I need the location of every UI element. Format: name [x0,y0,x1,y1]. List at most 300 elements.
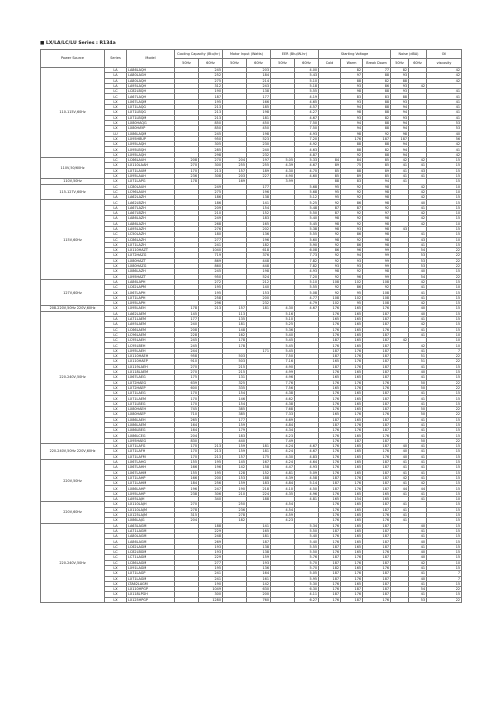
table-cell: LC [105,560,127,565]
table-cell: 5.09 [295,470,319,475]
table-cell: 4.00 [295,68,319,73]
table-cell: 176 [341,380,363,385]
table-cell: 6.08 [295,248,319,253]
table-cell: 5.05 [295,571,319,576]
table-cell: 157 [223,306,247,311]
table-cell: 4.70 [295,168,319,173]
table-cell: 22 [427,274,462,279]
table-cell: 5.50 [295,528,319,533]
table-cell: 187 [363,354,391,359]
table-cell: 165 [341,407,363,412]
table-cell: LC [105,237,127,242]
table-cell: 1049 [199,587,223,592]
table-cell: 195 [199,290,223,295]
table-cell: 165 [341,544,363,549]
table-cell: 41 [409,497,427,502]
table-cell: 186 [199,195,223,200]
table-cell: 157 [223,454,247,459]
table-cell: 41 [409,428,427,433]
table-cell: 176 [341,555,363,560]
table-cell: 82 [363,115,391,120]
table-cell: 5.50 [295,211,319,216]
table-cell: 187 [363,481,391,486]
table-cell: LC [105,338,127,343]
table-cell: 15 [427,179,462,184]
table-cell: 22 [427,354,462,359]
table-cell: 165 [341,316,363,321]
table-cell: 145 [223,459,247,464]
table-cell: 15 [427,465,462,470]
table-cell: 176 [341,422,363,427]
table-cell: 4.59 [271,512,295,517]
table-cell: 88 [363,105,391,110]
model-cell: LA80LAGH [127,73,175,78]
table-cell: 850 [199,120,223,125]
table-cell: 165 [341,512,363,517]
table-cell: 315 [175,512,199,517]
table-cell: 41 [391,179,409,184]
table-cell [391,597,409,602]
table-cell: LX [105,290,127,295]
model-cell: LA86LAZH [127,221,175,226]
table-cell: 4.27 [295,110,319,115]
table-cell: 141 [247,523,271,528]
table-cell: 5.10 [271,316,295,321]
model-cell: LA67LBZH [127,211,175,216]
table-cell: 4.39 [271,475,295,480]
table-cell: 241 [199,242,223,247]
table-cell: 5.40 [271,332,295,337]
table-cell: LX [105,422,127,427]
table-cell: 203 [247,68,271,73]
table-cell: LX [105,571,127,576]
table-cell: 176 [319,380,341,385]
table-cell: LX [105,518,127,523]
table-cell: LC [105,327,127,332]
table-cell: 277 [199,237,223,242]
table-cell: 270 [175,163,199,168]
table-cell: 198 [247,131,271,136]
table-cell: 165 [341,454,363,459]
table-cell: 176 [363,433,391,438]
model-cell: LX71LAFM [127,454,175,459]
table-cell: 141 [247,200,271,205]
table-cell: 187 [363,523,391,528]
table-cell: 7.16 [271,359,295,364]
table-cell: LA [105,322,127,327]
table-cell: 42 [409,83,427,88]
table-cell: LA [105,465,127,470]
model-cell: LX95HAZT [127,274,175,279]
table-cell: 165 [341,581,363,586]
table-cell: 176 [319,322,341,327]
table-cell: 40 [409,200,427,205]
table-cell: 10 [427,237,462,242]
table-cell: 176 [319,523,341,528]
table-cell: 278 [223,512,247,517]
table-cell [223,597,247,602]
table-cell: 232 [247,152,271,157]
header-warm: Warm [341,59,363,68]
table-cell: 98 [319,237,341,242]
table-cell: 166 [175,475,199,480]
table-cell: 92 [319,200,341,205]
table-cell: 170 [175,449,199,454]
spec-table [40,49,462,603]
table-cell: 98 [363,216,391,221]
table-cell: 7.73 [295,253,319,258]
table-cell: 15 [427,444,462,449]
power-source-cell: 115-127V,60Hz [41,184,105,200]
model-cell: LA62LBZH [127,200,175,205]
table-cell: 92 [341,269,363,274]
table-cell: 50 [409,385,427,390]
table-cell: 165 [341,311,363,316]
table-cell: 82 [341,68,363,73]
table-cell: 176 [319,401,341,406]
table-cell: 176 [341,412,363,417]
table-cell: 15 [427,539,462,544]
table-cell: 184 [175,481,199,486]
table-cell: 138 [247,89,271,94]
table-cell: LA [105,68,127,73]
table-cell: 41 [409,205,427,210]
table-cell: 86 [319,248,341,253]
table-cell: 41 [409,470,427,475]
table-cell: 88 [363,126,391,131]
table-cell: 210 [199,211,223,216]
table-cell: 187 [319,528,341,533]
table-cell: 440 [223,438,247,443]
table-cell: 228 [175,332,199,337]
model-cell: LX125HPGP [127,597,175,602]
table-cell: 4.99 [271,369,295,374]
table-cell: 176 [319,539,341,544]
table-cell: 108 [319,279,341,284]
table-cell: 40 [409,550,427,555]
table-cell: 15 [427,269,462,274]
table-cell: 176 [341,354,363,359]
table-cell: 265 [175,417,199,422]
table-cell: 176 [319,534,341,539]
table-cell: 5.48 [295,205,319,210]
table-cell: 41 [409,295,427,300]
table-cell: 5.16 [271,311,295,316]
table-cell: 4.93 [295,131,319,136]
table-cell: LC [105,544,127,549]
table-cell: 93 [341,99,363,104]
table-cell: 4.67 [295,449,319,454]
table-cell: 41 [409,459,427,464]
table-cell: 300 [199,163,223,168]
table-cell: 187 [319,364,341,369]
table-cell: 4.93 [295,269,319,274]
table-cell: 41 [409,401,427,406]
table-cell: 4.67 [295,444,319,449]
table-cell: 93 [391,73,409,78]
table-cell: 85 [363,158,391,163]
table-cell: 15 [427,216,462,221]
model-cell: LA86LAPH [127,279,175,284]
table-cell: 41 [409,173,427,178]
table-cell: 41 [391,491,409,496]
table-cell: 42 [409,481,427,486]
table-cell: 165 [341,369,363,374]
header-noise-50hz: 50Hz [391,59,409,68]
table-cell: 165 [341,391,363,396]
table-cell: 5.25 [295,200,319,205]
table-cell: 4.60 [295,173,319,178]
table-cell: 182 [223,518,247,523]
table-cell: LX [105,105,127,110]
table-cell: 187 [319,338,341,343]
table-cell: 385 [223,412,247,417]
table-cell: LX [105,295,127,300]
table-cell: 41 [409,285,427,290]
table-cell: 7.68 [271,407,295,412]
table-cell: 176 [319,407,341,412]
table-cell: 41 [409,534,427,539]
table-cell: 89 [363,168,391,173]
table-cell: 92 [341,184,363,189]
table-cell: LX [105,481,127,486]
model-cell: LA95LAQH [127,83,175,88]
table-cell: 176 [363,518,391,523]
table-cell: 15 [427,226,462,231]
table-cell: 41 [409,422,427,427]
table-cell: LX [105,136,127,141]
table-cell: 22 [427,258,462,263]
table-cell: LC [105,158,127,163]
table-cell: LU [105,131,127,136]
table-cell: 4.90 [271,364,295,369]
table-cell: 41 [409,491,427,496]
table-cell: 93 [341,83,363,88]
table-cell: 7.50 [295,120,319,125]
table-cell: 7 [427,571,462,576]
table-cell: 187 [363,311,391,316]
table-cell: 187 [363,401,391,406]
table-cell: 176 [319,343,341,348]
table-cell: 43 [409,237,427,242]
table-cell: 176 [319,311,341,316]
table-cell: 4.19 [295,94,319,99]
table-cell: 40 [409,523,427,528]
table-cell: 181 [247,534,271,539]
table-cell: 15 [427,481,462,486]
model-cell: LC86LAZH [127,237,175,242]
table-cell: 98 [363,221,391,226]
table-cell: 86 [363,83,391,88]
table-cell: 44 [409,486,427,491]
table-cell: LX [105,486,127,491]
table-cell: 248 [199,534,223,539]
table-cell: 165 [341,518,363,523]
table-cell: 154 [223,391,247,396]
table-cell: 153 [223,475,247,480]
table-cell: 10 [427,285,462,290]
model-cell: LA80LAQH [127,78,175,83]
table-cell: 176 [319,391,341,396]
table-cell: 176 [341,481,363,486]
model-cell: LX80HAYP [127,126,175,131]
table-cell: 15 [427,290,462,295]
header-noise: Noise (dBA) [391,50,427,59]
table-cell: 95 [341,301,363,306]
table-cell: 41 [409,433,427,438]
table-cell: 164 [247,571,271,576]
table-cell: 213 [199,110,223,115]
table-cell: 10 [427,332,462,337]
table-cell: 92 [363,285,391,290]
table-cell: 131 [223,375,247,380]
table-cell: 40 [409,369,427,374]
table-cell: 269 [199,539,223,544]
table-cell: 190 [223,486,247,491]
table-cell: 188 [199,523,223,528]
table-cell: 40 [409,576,427,581]
table-cell: LX [105,242,127,247]
table-cell: 96 [341,274,363,279]
table-cell: 165 [341,322,363,327]
table-cell: 41 [427,99,462,104]
table-cell: 42 [427,68,462,73]
table-cell: 41 [409,565,427,570]
table-cell: 99 [363,263,391,268]
table-cell: LX [105,179,127,184]
table-cell: 10 [427,497,462,502]
table-cell: 86 [341,232,363,237]
table-cell: 4.65 [295,99,319,104]
table-cell: 5.76 [295,555,319,560]
model-cell: LC95LBEH [127,343,175,348]
table-cell: LX [105,417,127,422]
table-cell: 224 [247,491,271,496]
table-cell: 187 [363,136,391,141]
table-cell: 187 [363,534,391,539]
model-cell: LA63LAGM [127,523,175,528]
table-cell: 238 [175,491,199,496]
table-cell: 276 [199,226,223,231]
table-cell: 177 [223,417,247,422]
table-cell: 450 [247,120,271,125]
table-cell: LX [105,348,127,353]
table-cell: 93 [319,263,341,268]
table-cell: 187 [363,422,391,427]
table-cell: 84 [319,158,341,163]
table-cell: 157 [223,168,247,173]
table-cell: 87 [341,205,363,210]
model-cell: LA95LAZH [127,226,175,231]
table-cell: 5.50 [295,550,319,555]
model-cell: LX71LAFG [127,444,175,449]
table-cell: 187 [363,539,391,544]
model-cell: LX95HAEG [127,438,175,443]
table-cell: 88 [363,99,391,104]
table-cell: 165 [363,491,391,496]
table-cell: LX [105,491,127,496]
table-cell: 208 [175,327,199,332]
power-source-cell: 127V,60Hz [41,279,105,305]
table-cell: LX [105,369,127,374]
table-cell: 178 [223,343,247,348]
table-cell: LX [105,375,127,380]
table-cell: LA [105,195,127,200]
table-cell: 5.45 [295,221,319,226]
table-cell: 93 [341,226,363,231]
table-cell: 176 [363,380,391,385]
table-cell: 6.30 [295,587,319,592]
table-cell: 22 [427,253,462,258]
table-cell: 165 [341,401,363,406]
table-cell: 177 [175,316,199,321]
model-cell: LX71LAGM [127,576,175,581]
table-cell: 85 [319,173,341,178]
model-cell: LX80HAEP [127,412,175,417]
table-cell: 4.77 [295,295,319,300]
table-cell: 376 [247,253,271,258]
header-mi-50hz: 50Hz [223,59,247,68]
table-cell: 187 [363,332,391,337]
table-cell: 41 [409,592,427,597]
table-cell: 165 [341,327,363,332]
table-cell: 5.70 [295,565,319,570]
table-cell: 5.25 [271,322,295,327]
table-cell: 93 [341,115,363,120]
table-cell: 92 [341,195,363,200]
table-cell: 41 [427,115,462,120]
table-cell: 4.54 [271,502,295,507]
table-cell: 4.64 [295,459,319,464]
table-cell: 165 [341,502,363,507]
table-cell: LX [105,163,127,168]
model-cell: LC62LAPM [127,285,175,290]
table-cell: 54 [409,248,427,253]
table-cell: 183 [247,481,271,486]
table-cell: 4.38 [271,401,295,406]
table-cell: 53 [427,120,462,125]
table-cell: LX [105,380,127,385]
table-cell: LX [105,449,127,454]
table-cell: 15 [427,158,462,163]
table-cell: 88 [363,142,391,147]
table-cell: 165 [341,507,363,512]
table-cell: 10 [427,184,462,189]
table-cell: 86 [341,200,363,205]
table-cell: 176 [363,306,391,311]
table-cell: 187 [319,348,341,353]
model-cell: LX86LAEM [127,422,175,427]
table-cell: 41 [409,290,427,295]
table-cell: 138 [247,550,271,555]
table-cell: 4.23 [271,433,295,438]
table-cell: 165 [341,539,363,544]
table-cell: 4.35 [271,491,295,496]
table-cell: 166 [175,465,199,470]
table-cell: 187 [319,422,341,427]
table-cell: 240 [175,322,199,327]
table-cell: 152 [247,211,271,216]
model-cell: LX86LBEG [127,428,175,433]
model-cell: LA80LAGM [127,534,175,539]
table-cell: 15 [427,306,462,311]
table-cell: 42 [409,189,427,194]
table-cell: 195 [199,470,223,475]
table-cell: 182 [247,242,271,247]
table-cell: 165 [341,444,363,449]
table-cell: 247 [199,486,223,491]
table-cell: 86 [341,285,363,290]
